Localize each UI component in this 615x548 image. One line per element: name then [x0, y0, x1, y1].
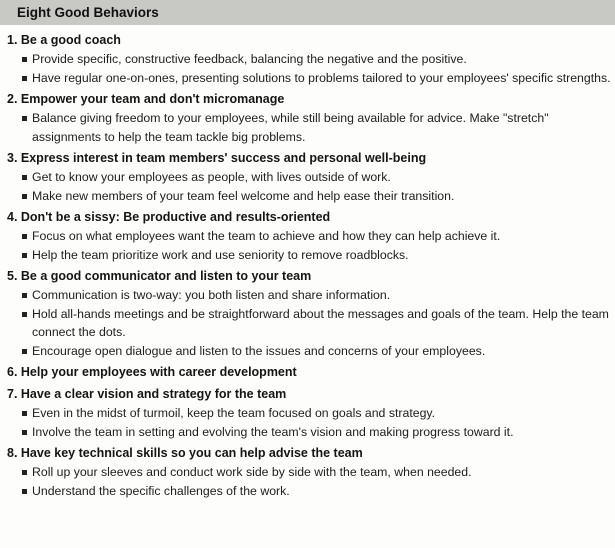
- behavior-section: [0, 149, 615, 205]
- behavior-title: 2. Empower your team and don't micromanage: [7, 92, 285, 106]
- bullet-item: Even in the midst of turmoil, keep the team focused on goals and strategy.: [0, 404, 615, 423]
- bullet-item: Roll up your sleeves and conduct work side by side with the team, when needed.: [0, 463, 615, 482]
- bullet-list: [0, 463, 615, 500]
- bullet-item: Have regular one-on-ones, presenting solutions to problems tailored to your employees' specific strengths.: [0, 69, 615, 88]
- behavior-title: 1. Be a good coach: [7, 33, 121, 47]
- behavior-section: [0, 267, 615, 360]
- behavior-title: 6. Help your employees with career development: [7, 365, 297, 379]
- behavior-section: [0, 385, 615, 441]
- behavior-title: 5. Be a good communicator and listen to your team: [7, 269, 312, 283]
- behavior-title: 4. Don't be a sissy: Be productive and results-oriented: [7, 210, 331, 224]
- bullet-list: [0, 109, 615, 146]
- bullet-list: [0, 50, 615, 87]
- bullet-item: Communication is two-way: you both listen and share information.: [0, 286, 615, 305]
- behavior-title: 3. Express interest in team members' success and personal well-being: [7, 151, 427, 165]
- bullet-list: [0, 168, 615, 205]
- behavior-section: [0, 208, 615, 264]
- bullet-item: Help the team prioritize work and use seniority to remove roadblocks.: [0, 246, 615, 265]
- bullet-item: Involve the team in setting and evolving the team's vision and making progress toward it.: [0, 423, 615, 442]
- behavior-title: 8. Have key technical skills so you can help advise the team: [7, 446, 363, 460]
- bullet-item: Provide specific, constructive feedback, balancing the negative and the positive.: [0, 50, 615, 69]
- behavior-section: [0, 90, 615, 146]
- document-title: Eight Good Behaviors: [17, 5, 159, 20]
- document-header: [0, 0, 615, 25]
- behavior-section: [0, 363, 615, 382]
- behavior-section: [0, 31, 615, 87]
- behavior-section: [0, 444, 615, 500]
- bullet-list: [0, 286, 615, 360]
- behaviors-list: [0, 31, 615, 503]
- behavior-title: 7. Have a clear vision and strategy for the team: [7, 387, 287, 401]
- bullet-item: Balance giving freedom to your employees, while still being available for advice. Make "stretch" assignments to help the team tackle big problems.: [0, 109, 615, 146]
- bullet-item: Hold all-hands meetings and be straightforward about the messages and goals of the team. Help the team connect the dots.: [0, 305, 615, 342]
- bullet-item: Get to know your employees as people, with lives outside of work.: [0, 168, 615, 187]
- bullet-item: Encourage open dialogue and listen to the issues and concerns of your employees.: [0, 342, 615, 361]
- bullet-item: Focus on what employees want the team to achieve and how they can help achieve it.: [0, 227, 615, 246]
- bullet-item: Make new members of your team feel welcome and help ease their transition.: [0, 187, 615, 206]
- bullet-list: [0, 404, 615, 441]
- bullet-list: [0, 227, 615, 264]
- bullet-item: Understand the specific challenges of the work.: [0, 482, 615, 501]
